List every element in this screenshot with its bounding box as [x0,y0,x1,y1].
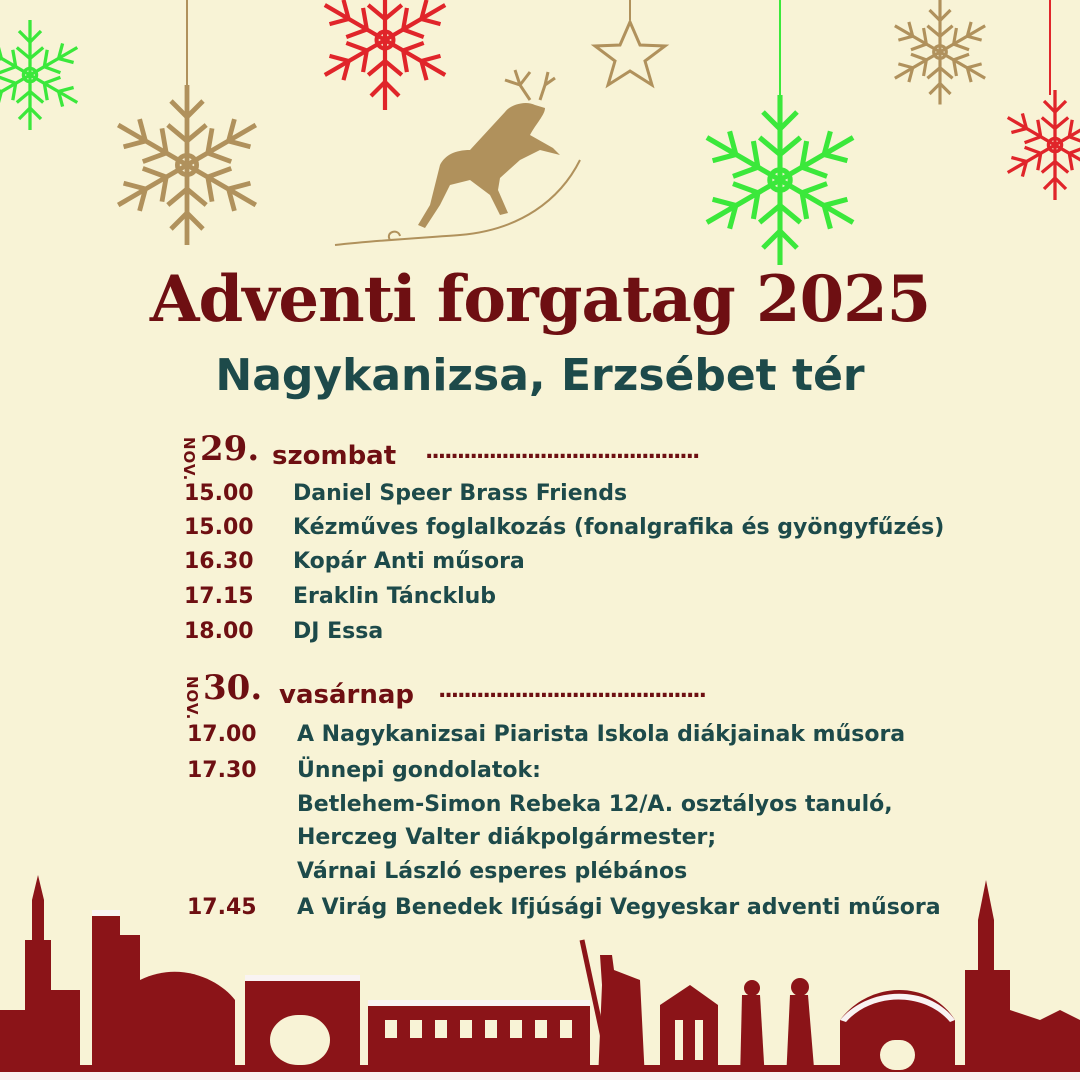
gold-snowflake-icon [118,85,256,245]
day-header [183,668,783,722]
event-time: 17.45 [187,895,257,920]
weekday-label: szombat [272,441,397,471]
event-time: 15.00 [184,515,254,540]
weekday-label: vasárnap [279,680,415,710]
event-text: Herczeg Valter diákpolgármester; [297,825,717,850]
page-title: Adventi forgatag 2025 [149,262,931,337]
event-time: 17.00 [187,722,257,747]
day-header [180,429,780,483]
page-subtitle: Nagykanizsa, Erzsébet tér [215,350,865,401]
event-text: Eraklin Táncklub [293,584,497,609]
red-snowflake-icon [325,0,445,110]
green-snowflake-icon [0,20,77,130]
star-icon [595,22,665,85]
event-time: 17.30 [187,758,257,783]
day-number: 30. [203,668,263,708]
month-label: NOV. [183,676,201,721]
dotted-leader: ........................................... [425,439,699,464]
event-text: Daniel Speer Brass Friends [293,481,628,506]
event-time: 17.15 [184,584,254,609]
event-time: 18.00 [184,619,254,644]
event-time: 15.00 [184,481,254,506]
event-text: Kézműves foglalkozás (fonalgrafika és gyöngyfűzés) [293,515,945,540]
event-text: Ünnepi gondolatok: [297,758,541,783]
green-snowflake-large-icon [707,95,853,265]
christmas-ornaments [0,0,1080,280]
dotted-leader: .......................................... [438,678,706,703]
gold-snowflake-small-icon [895,0,985,105]
city-skyline-illustration [0,860,1080,1080]
event-time: 16.30 [184,549,254,574]
event-text: Várnai László esperes plébános [297,859,688,884]
day-number: 29. [200,429,260,469]
red-snowflake-right-icon [1008,90,1080,200]
event-text: DJ Essa [293,619,384,644]
event-text: A Nagykanizsai Piarista Iskola diákjainak műsora [297,722,906,747]
month-label: NOV. [180,437,198,482]
event-text: Kopár Anti műsora [293,549,525,574]
event-text: A Virág Benedek Ifjúsági Vegyeskar adventi műsora [297,895,941,920]
event-text: Betlehem-Simon Rebeka 12/A. osztályos tanuló, [297,792,893,817]
